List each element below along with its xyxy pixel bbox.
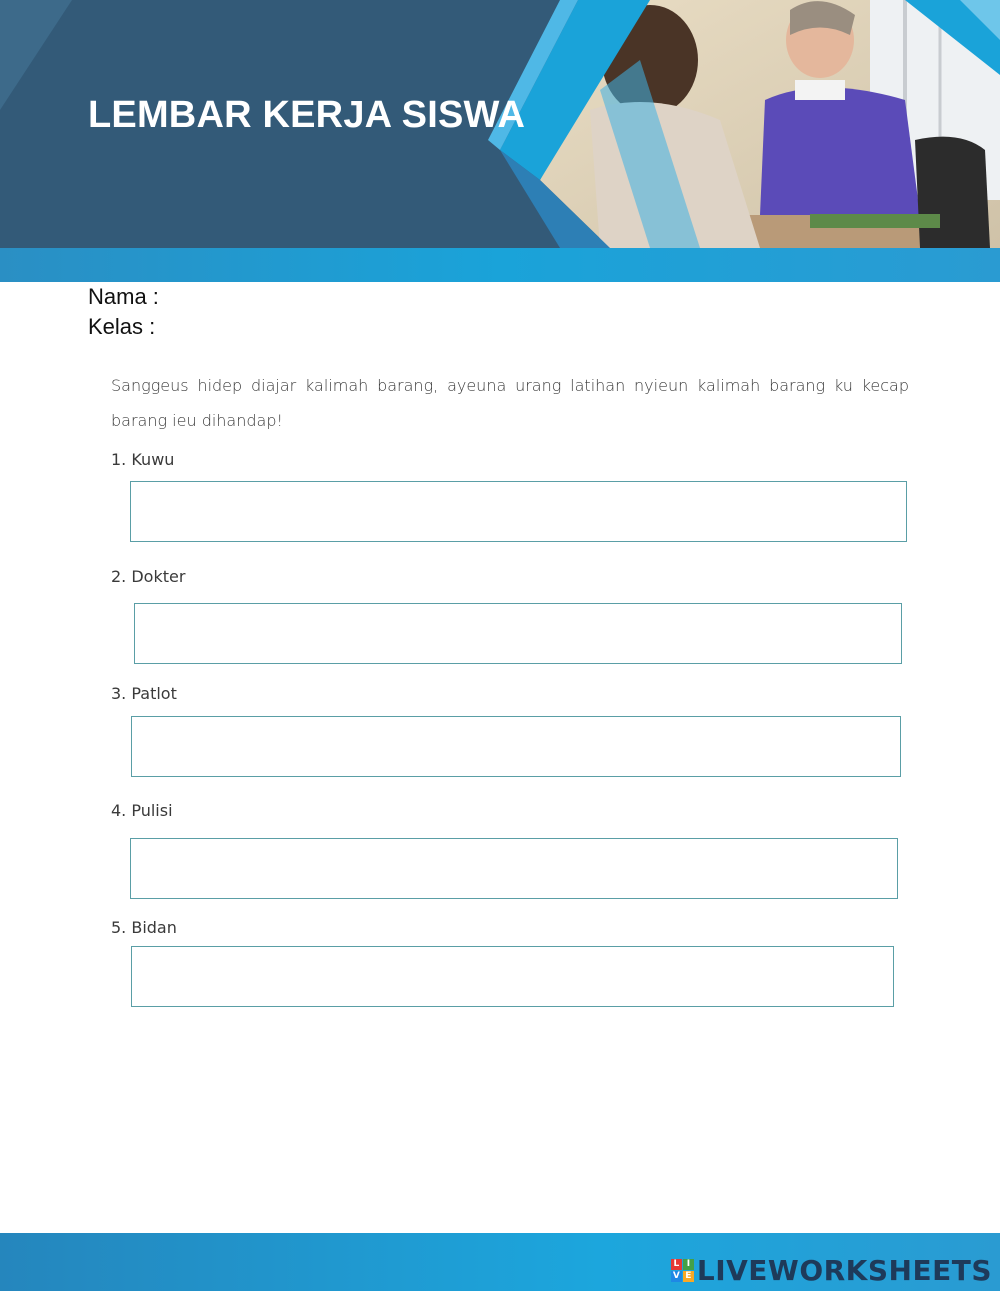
answer-input-2[interactable]: [134, 603, 902, 664]
answer-input-4[interactable]: [130, 838, 898, 899]
name-label: Nama :: [88, 284, 159, 309]
brand-name: LIVEWORKSHEETS: [696, 1254, 992, 1287]
question-label: 2. Dokter: [111, 567, 186, 586]
answer-input-5[interactable]: [131, 946, 894, 1007]
instruction-text: Sanggeus hidep diajar kalimah barang, ayeuna urang latihan nyieun kalimah barang ku kecap barang ieu dihandap!: [111, 376, 909, 430]
logo-letter: I: [683, 1259, 694, 1270]
question-label: 4. Pulisi: [111, 801, 173, 820]
liveworksheets-brand[interactable]: [671, 1254, 992, 1287]
liveworksheets-logo-icon: [671, 1259, 694, 1282]
header-banner: [0, 0, 1000, 282]
logo-letter: V: [671, 1271, 682, 1282]
answer-input-1[interactable]: [130, 481, 907, 542]
page-title: LEMBAR KERJA SISWA: [88, 94, 526, 136]
class-label: Kelas :: [88, 314, 156, 339]
answer-input-3[interactable]: [131, 716, 901, 777]
question-label: 5. Bidan: [111, 918, 177, 937]
logo-letter: E: [683, 1271, 694, 1282]
header-graphic: [0, 0, 1000, 282]
question-label: 3. Patlot: [111, 684, 177, 703]
question-label: 1. Kuwu: [111, 450, 175, 469]
logo-letter: L: [671, 1259, 682, 1270]
